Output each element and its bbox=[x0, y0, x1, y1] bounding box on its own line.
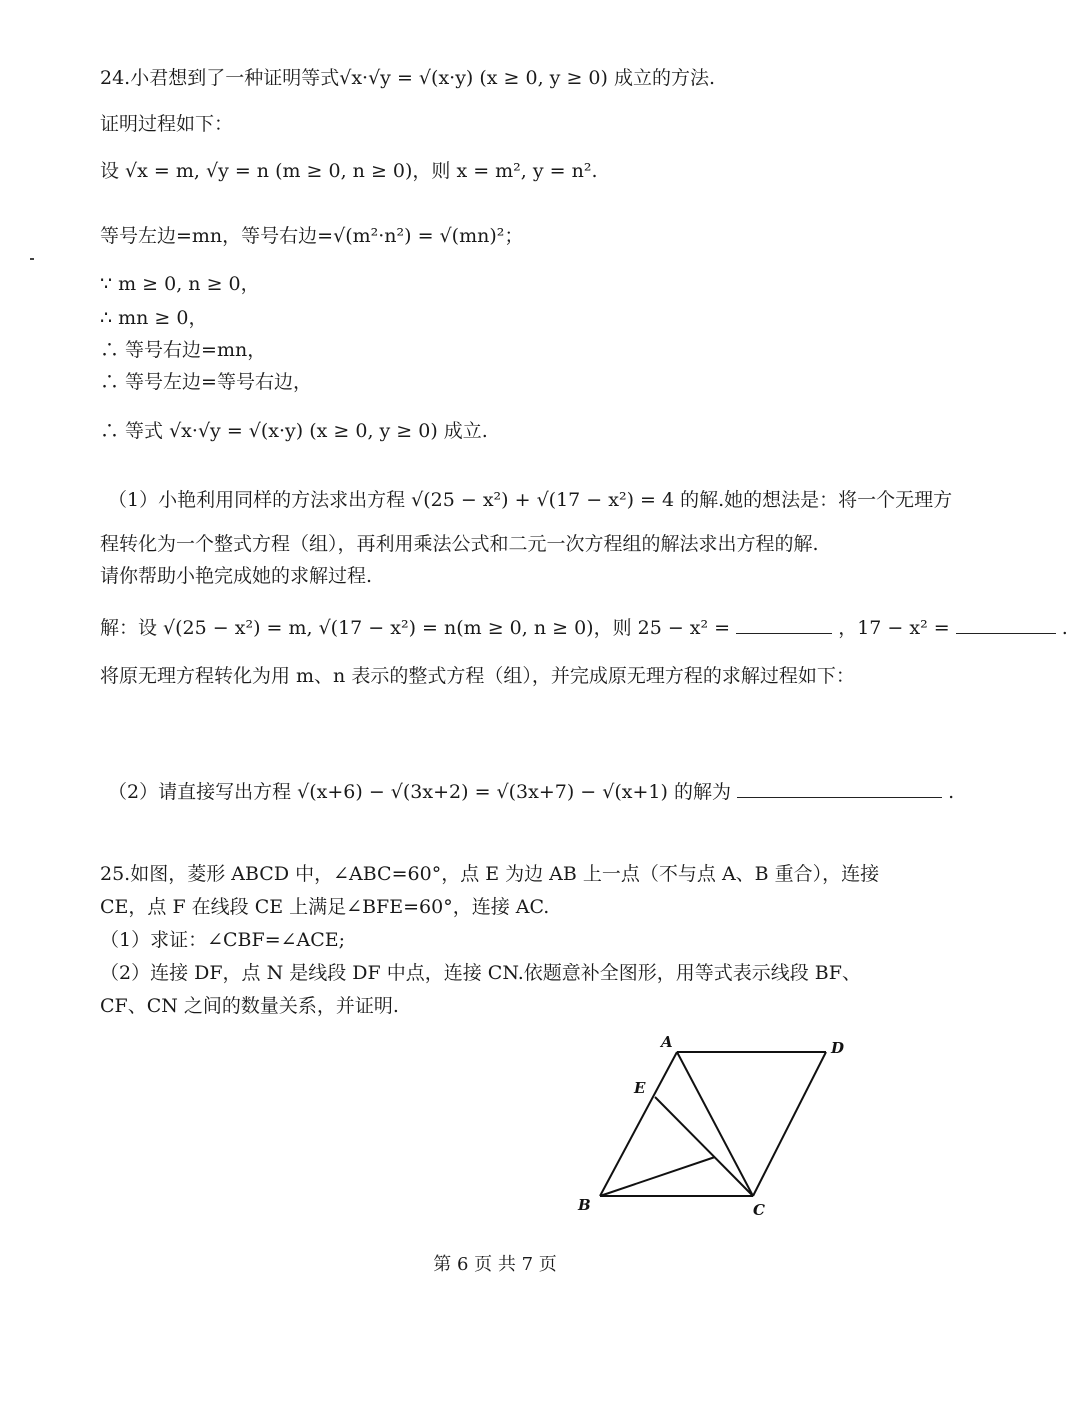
segment-ac bbox=[677, 1052, 753, 1196]
q24-therefore-1: ∴ mn ≥ 0， bbox=[100, 307, 208, 329]
segment-ec bbox=[655, 1097, 753, 1196]
label-c: C bbox=[753, 1201, 765, 1219]
label-d: D bbox=[831, 1039, 845, 1057]
rhombus-figure bbox=[560, 1025, 860, 1225]
q25-part1: （1）求证：∠CBF=∠ACE; bbox=[100, 929, 346, 951]
q24-part1-line3: 请你帮助小艳完成她的求解过程. bbox=[100, 565, 373, 587]
q25-line2: CE，点 F 在线段 CE 上满足∠BFE=60°，连接 AC. bbox=[100, 896, 550, 918]
q25-line1: 25.如图，菱形 ABCD 中，∠ABC=60°，点 E 为边 AB 上一点（不与点 A、B 重合），连接 bbox=[100, 863, 880, 885]
q25-part2-line1: （2）连接 DF，点 N 是线段 DF 中点，连接 CN.依题意补全图形，用等式表示线段 BF、 bbox=[100, 962, 861, 984]
q24-convert: 将原无理方程转化为用 m、n 表示的整式方程（组），并完成原无理方程的求解过程如下： bbox=[100, 665, 855, 687]
q24-step-set: 设 √x = m, √y = n (m ≥ 0, n ≥ 0)，则 x = m², y = n². bbox=[100, 160, 598, 182]
answer-blank-part2[interactable] bbox=[737, 779, 942, 798]
q24-because: ∵ m ≥ 0, n ≥ 0， bbox=[100, 273, 260, 295]
q24-title: 24.小君想到了一种证明等式√x·√y = √(x·y) (x ≥ 0, y ≥ 0) 成立的方法. bbox=[100, 67, 715, 89]
scan-speck bbox=[30, 258, 34, 260]
q24-therefore-4: ∴ 等式 √x·√y = √(x·y) (x ≥ 0, y ≥ 0) 成立. bbox=[100, 420, 488, 442]
solution-end: . bbox=[1061, 617, 1068, 639]
segment-dc bbox=[753, 1052, 826, 1196]
part2-end: . bbox=[948, 781, 955, 803]
q24-solution-line bbox=[100, 614, 1068, 642]
q24-therefore-3: ∴ 等号左边=等号右边， bbox=[100, 371, 312, 393]
q24-step-sides: 等号左边=mn，等号右边=√(m²·n²) = √(mn)²； bbox=[100, 225, 524, 247]
label-e: E bbox=[634, 1079, 646, 1097]
solution-prefix: 解：设 √(25 − x²) = m, √(17 − x²) = n(m ≥ 0, n ≥ 0)，则 25 − x² = bbox=[100, 617, 731, 639]
answer-blank-25[interactable] bbox=[736, 615, 832, 634]
q24-therefore-2: ∴ 等号右边=mn， bbox=[100, 339, 267, 361]
solution-mid: ，17 − x² = bbox=[838, 617, 950, 639]
answer-blank-17[interactable] bbox=[956, 615, 1056, 634]
q24-proof-label: 证明过程如下： bbox=[100, 113, 234, 135]
q25-part2-line2: CF、CN 之间的数量关系，并证明. bbox=[100, 995, 399, 1017]
q24-part1-line1: （1）小艳利用同样的方法求出方程 √(25 − x²) + √(17 − x²) = 4 的解.她的想法是：将一个无理方 bbox=[108, 489, 953, 511]
label-b: B bbox=[578, 1196, 591, 1214]
part2-text: （2）请直接写出方程 √(x+6) − √(3x+2) = √(3x+7) − √(x+1) 的解为 bbox=[108, 781, 731, 803]
label-a: A bbox=[661, 1033, 673, 1051]
page-footer: 第 6 页 共 7 页 bbox=[433, 1254, 557, 1275]
q24-part1-line2: 程转化为一个整式方程（组），再利用乘法公式和二元一次方程组的解法求出方程的解. bbox=[100, 533, 819, 555]
q24-part2-line bbox=[108, 778, 954, 806]
